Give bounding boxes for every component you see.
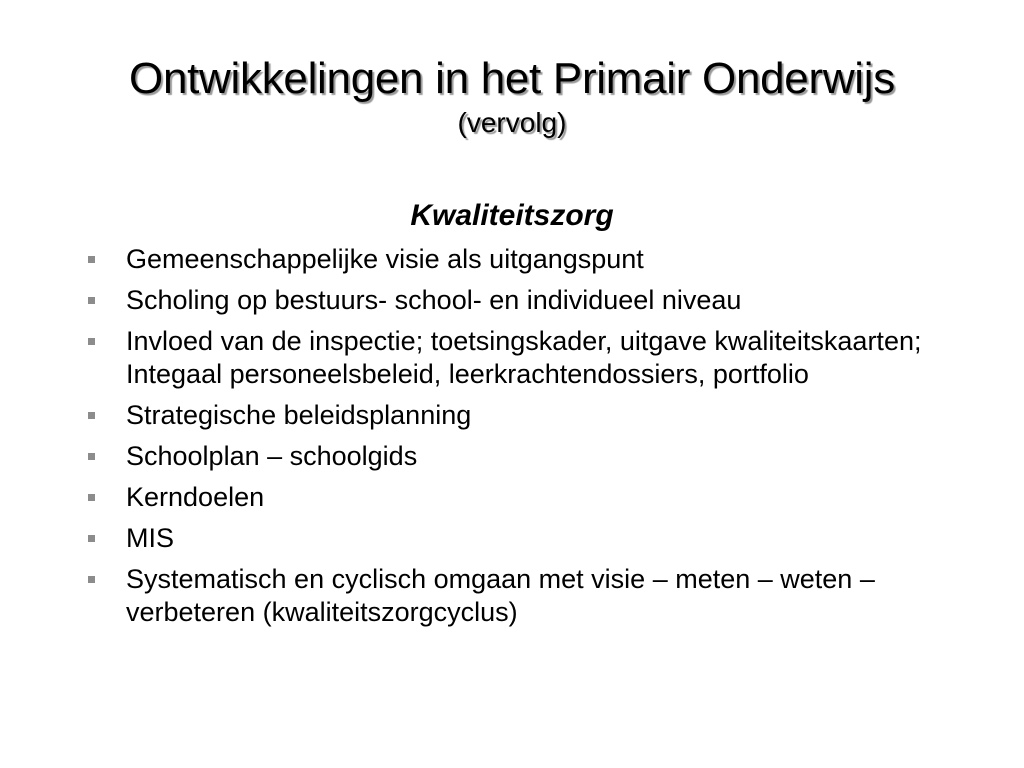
- square-bullet-icon: [88, 494, 95, 501]
- square-bullet-icon: [88, 297, 95, 304]
- square-bullet-icon: [88, 412, 95, 419]
- square-bullet-icon: [88, 535, 95, 542]
- bullet-text: MIS: [126, 523, 175, 553]
- bullet-list: [88, 243, 948, 637]
- slide-subtitle: (vervolg): [457, 107, 567, 138]
- title-block: [0, 52, 1024, 140]
- bullet-item: [88, 563, 948, 629]
- bullet-item: [88, 325, 948, 391]
- square-bullet-icon: [88, 453, 95, 460]
- bullet-text: Strategische beleidsplanning: [126, 400, 472, 430]
- bullet-item: [88, 440, 948, 473]
- bullet-text: Schoolplan – schoolgids: [126, 441, 418, 471]
- bullet-text: Gemeenschappelijke visie als uitgangspunt: [126, 244, 644, 274]
- square-bullet-icon: [88, 338, 95, 345]
- bullet-text: Systematisch en cyclisch omgaan met visie – meten – weten – verbeteren (kwaliteitszorgcyclus): [126, 564, 875, 627]
- square-bullet-icon: [88, 576, 95, 583]
- slide-title: Ontwikkelingen in het Primair Onderwijs: [129, 54, 895, 103]
- bullet-item: [88, 399, 948, 432]
- bullet-item: [88, 522, 948, 555]
- bullet-text: Kerndoelen: [126, 482, 265, 512]
- bullet-text: Scholing op bestuurs- school- en individueel niveau: [126, 285, 742, 315]
- square-bullet-icon: [88, 256, 95, 263]
- bullet-item: [88, 284, 948, 317]
- bullet-text: Invloed van de inspectie; toetsingskader, uitgave kwaliteitskaarten; Integaal personeelsbeleid, leerkrachtendossiers, portfolio: [126, 326, 922, 389]
- bullet-item: [88, 481, 948, 514]
- bullet-item: [88, 243, 948, 276]
- section-heading: Kwaliteitszorg: [410, 199, 614, 232]
